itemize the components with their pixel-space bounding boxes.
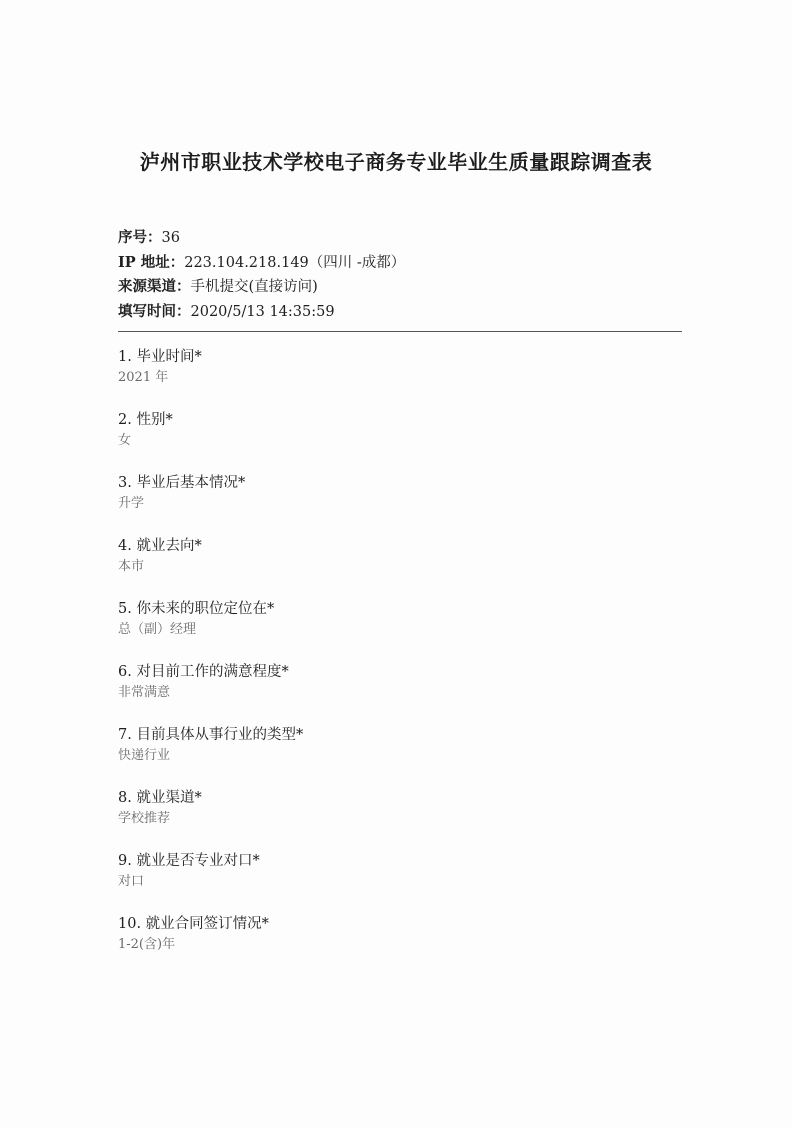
question-text: 1. 毕业时间*: [118, 349, 202, 365]
answer-text: 快递行业: [118, 748, 171, 763]
question-text: 5. 你未来的职位定位在*: [118, 601, 275, 617]
question-text: 6. 对目前工作的满意程度*: [118, 664, 289, 680]
time-value: 2020/5/13 14:35:59: [190, 303, 335, 320]
question-item: [118, 472, 678, 535]
time-label: 填写时间：: [118, 302, 191, 320]
question-item: [118, 409, 678, 472]
document-title: 泸州市职业技术学校电子商务专业毕业生质量跟踪调查表: [139, 150, 653, 174]
submission-meta: [118, 226, 405, 324]
question-item: [118, 850, 678, 913]
serial-value: 36: [161, 230, 180, 246]
serial-label: 序号：: [118, 229, 162, 246]
ip-row: [118, 251, 405, 276]
answer-text: 2021 年: [118, 370, 169, 385]
source-label: 来源渠道：: [118, 278, 191, 295]
question-text: 8. 就业渠道*: [118, 790, 202, 806]
question-text: 2. 性别*: [118, 412, 173, 428]
answer-text: 女: [118, 433, 132, 448]
question-text: 4. 就业去向*: [118, 538, 202, 554]
answer-text: 非常满意: [118, 685, 171, 700]
question-text: 7. 目前具体从事行业的类型*: [118, 727, 304, 743]
answer-text: 学校推荐: [118, 811, 171, 826]
question-item: [118, 913, 678, 976]
source-value: 手机提交(直接访问): [190, 279, 318, 295]
serial-row: [118, 226, 405, 251]
answer-text: 升学: [118, 496, 145, 511]
question-item: [118, 787, 678, 850]
divider-line: [118, 331, 682, 332]
question-item: [118, 535, 678, 598]
answer-text: 本市: [118, 559, 145, 574]
question-list: [118, 346, 678, 976]
question-item: [118, 346, 678, 409]
question-text: 3. 毕业后基本情况*: [118, 475, 246, 491]
question-item: [118, 661, 678, 724]
question-text: 9. 就业是否专业对口*: [118, 853, 260, 869]
answer-text: 对口: [118, 874, 145, 889]
question-text: 10. 就业合同签订情况*: [118, 916, 269, 932]
answer-text: 1-2(含)年: [118, 937, 176, 952]
question-item: [118, 724, 678, 787]
ip-value: 223.104.218.149（四川 -成都）: [184, 254, 406, 271]
ip-label: IP 地址：: [118, 253, 185, 271]
question-item: [118, 598, 678, 661]
answer-text: 总（副）经理: [118, 622, 197, 637]
source-row: [118, 275, 405, 300]
time-row: [118, 300, 405, 325]
